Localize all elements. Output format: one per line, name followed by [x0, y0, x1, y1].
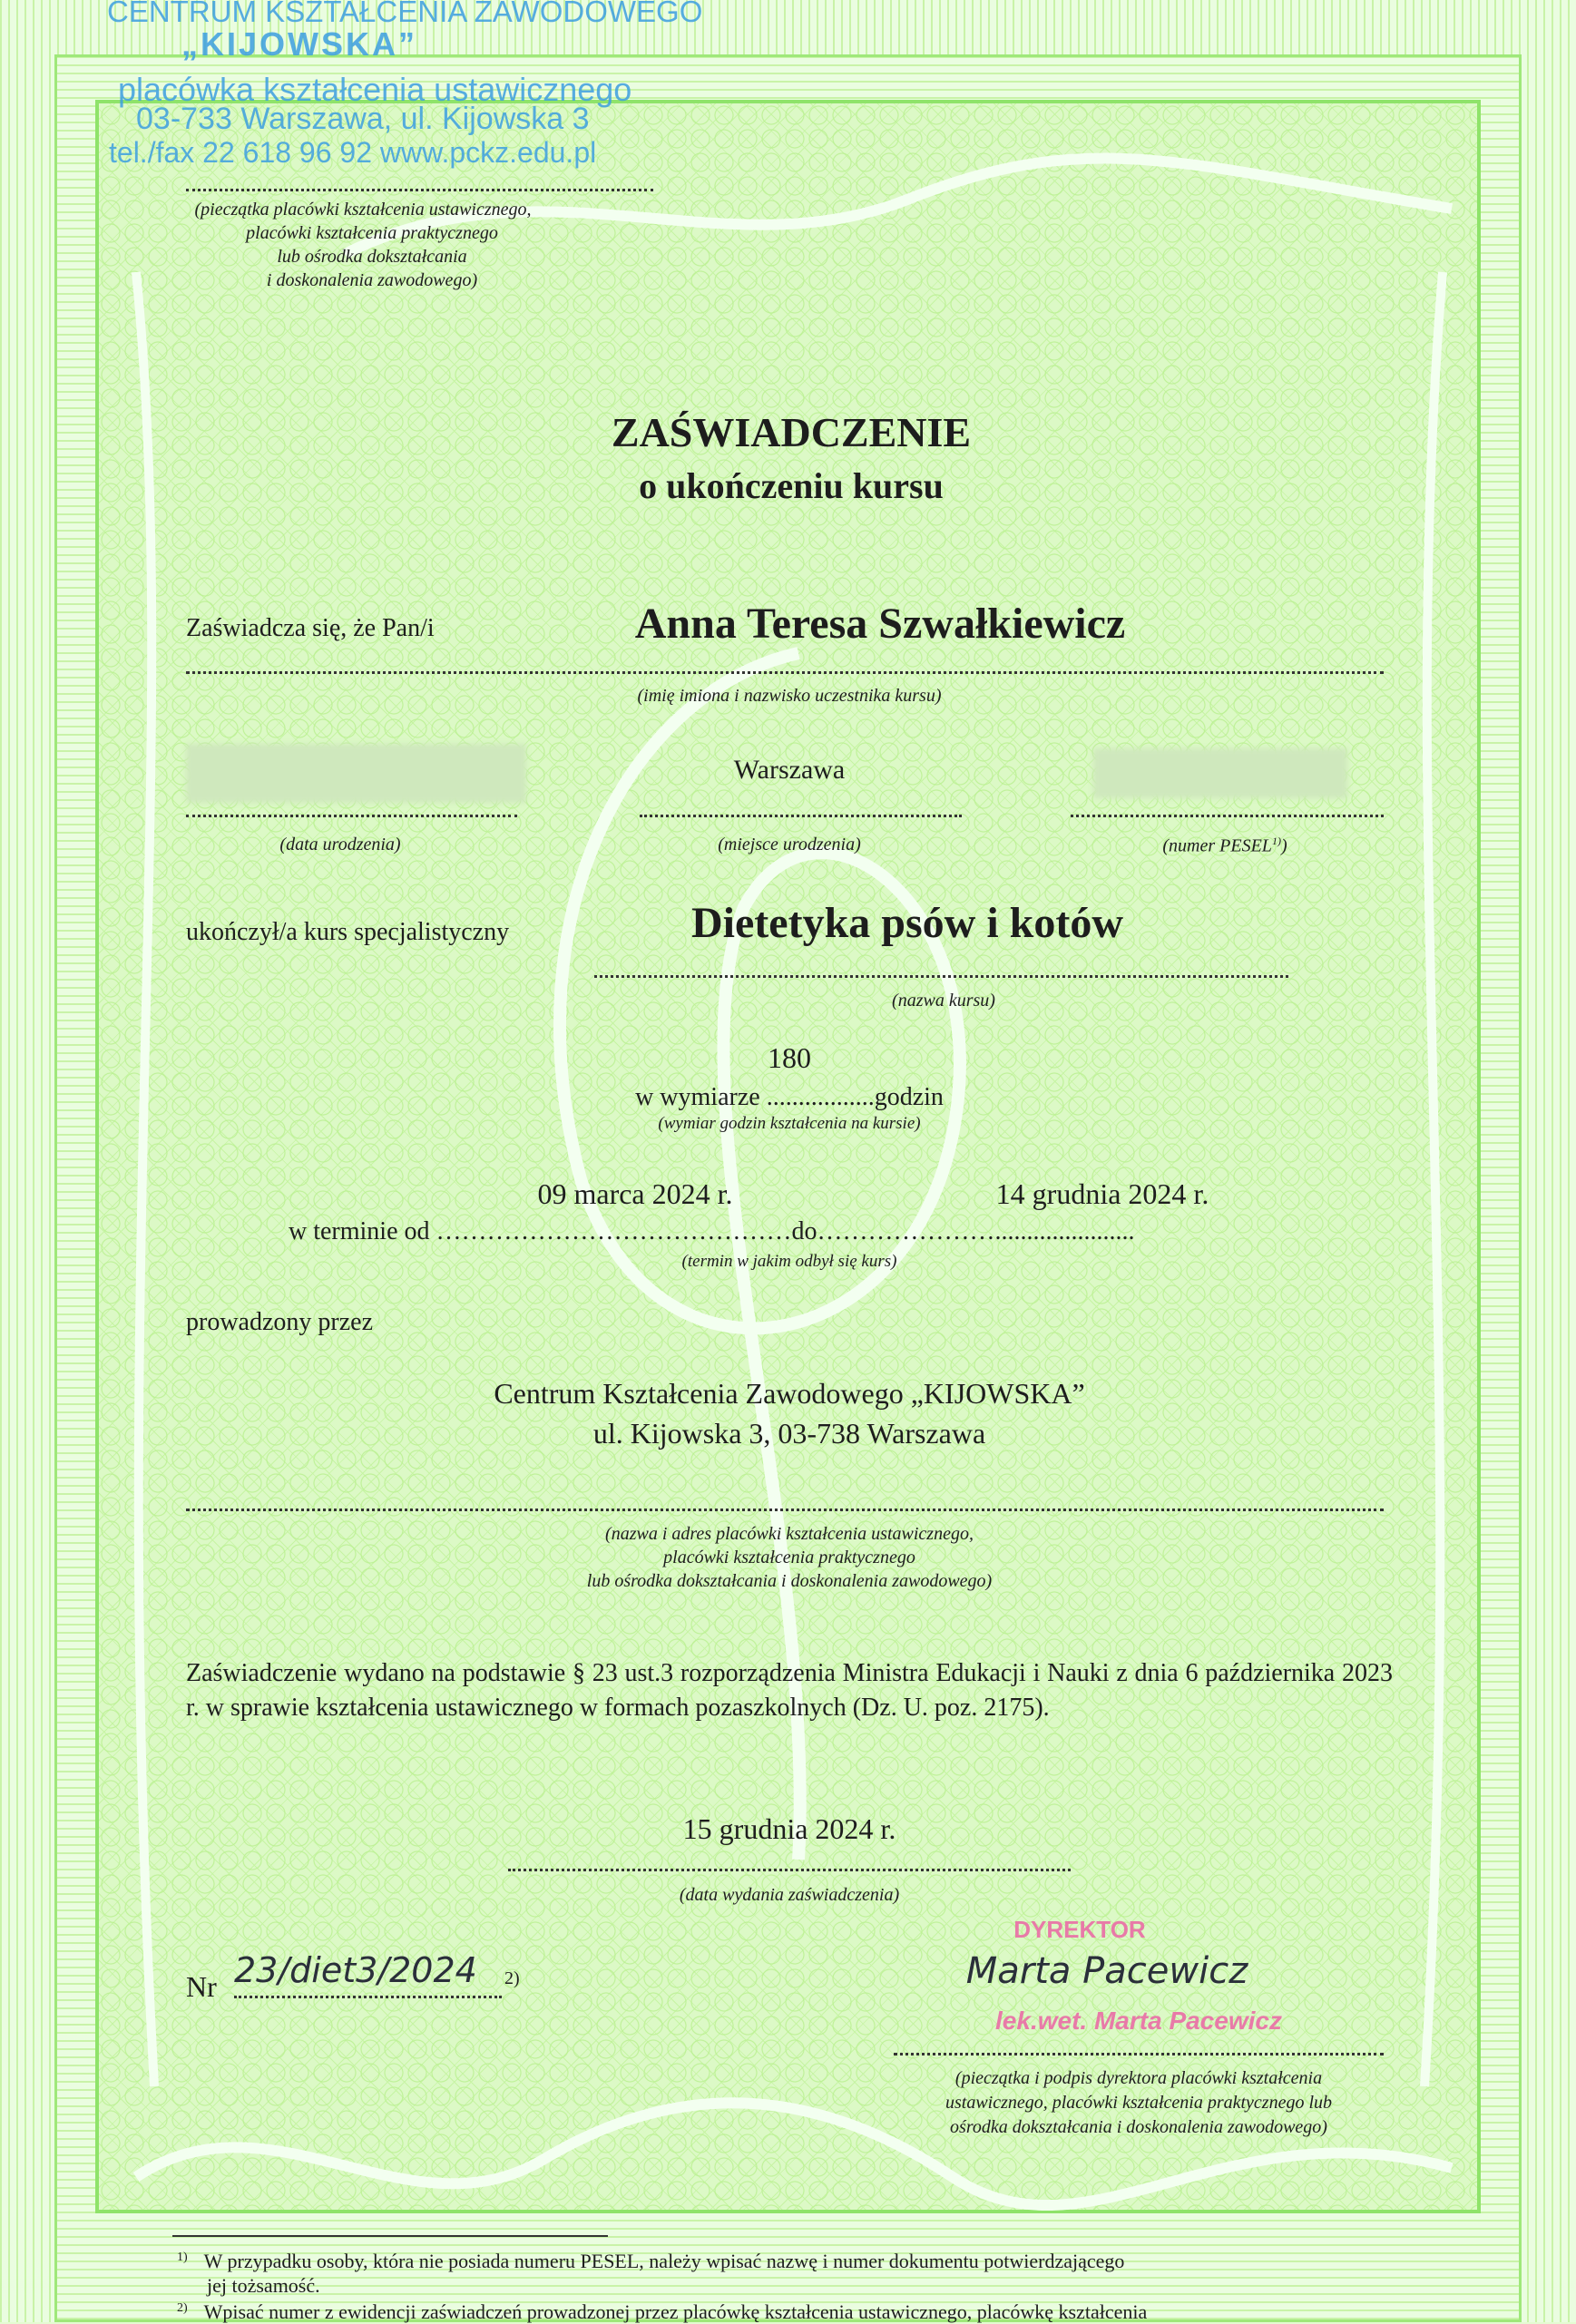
provider-name: Centrum Kształcenia Zawodowego „KIJOWSKA”: [494, 1377, 1085, 1410]
birth-place-dotted-line: [640, 815, 962, 817]
stamp-line-2: „KIJOWSKA”: [181, 25, 418, 63]
provider-dotted-line: [186, 1509, 1384, 1511]
course-label: ukończył/a kurs specjalistyczny: [186, 918, 510, 946]
term-to-date: 14 grudnia 2024 r.: [995, 1177, 1209, 1210]
provider-address: ul. Kijowska 3, 03-738 Warszawa: [592, 1417, 986, 1450]
course-dotted-line: [594, 975, 1288, 978]
stamp-line-4: 03-733 Warszawa, ul. Kijowska 3: [136, 102, 590, 136]
birth-date-dotted-line: [186, 815, 517, 817]
issue-date-caption: (data wydania zaświadczenia): [679, 1885, 900, 1905]
stamp-line-3: placówka kształcenia ustawicznego: [118, 71, 632, 108]
issue-date: 15 grudnia 2024 r.: [682, 1812, 896, 1845]
number-footnote-mark: 2): [504, 1968, 520, 1988]
stamp-caption: lub ośrodka dokształcania: [277, 247, 467, 267]
footnote-1: $^{1)}$ W przypadku osoby, która nie posiada numeru PESEL, należy wpisać nazwę i numer dokumentu potwierdzającego: [177, 2250, 1125, 2272]
participant-label: Zaświadcza się, że Pan/i: [186, 614, 435, 642]
document-subtitle: o ukończeniu kursu: [639, 465, 944, 506]
pesel-caption: (numer PESEL$^{1)}$): [1162, 835, 1287, 856]
legal-basis-text: Zaświadczenie wydano na podstawie § 23 ust.3 rozporządzenia Ministra Edukacji i Nauki z dnia 6 października 2023 r. w sprawie kształcenia ustawicznego w formach pozaszkolnych (Dz. U. poz. 2175).: [186, 1659, 1393, 1722]
redacted-birth-date: [186, 744, 526, 803]
stamp-caption: (pieczątka placówki kształcenia ustawicznego,: [194, 200, 532, 220]
director-signature: Marta Pacewicz: [965, 1950, 1248, 1992]
certificate-number-handwritten: 23/diet3/2024: [234, 1950, 477, 1990]
hours-label: w wymiarze .................godzin: [635, 1083, 944, 1111]
redacted-pesel: [1093, 748, 1347, 798]
footnote-1-continuation: jej tożsamość.: [207, 2274, 320, 2297]
birth-place-caption: (miejsce urodzenia): [718, 835, 861, 854]
birth-date-caption: (data urodzenia): [279, 835, 401, 854]
stamp-caption: i doskonalenia zawodowego): [266, 270, 478, 290]
director-stamp-name: lek.wet. Marta Pacewicz: [995, 2007, 1282, 2035]
pesel-dotted-line: [1071, 815, 1384, 817]
hours-value: 180: [768, 1041, 811, 1074]
director-dotted-line: [894, 2053, 1384, 2055]
provider-caption: placówki kształcenia praktycznego: [663, 1548, 915, 1567]
course-caption: (nazwa kursu): [892, 991, 995, 1011]
stamp-line-1: CENTRUM KSZTAŁCENIA ZAWODOWEGO: [107, 0, 703, 28]
stamp-dotted-line: [186, 189, 653, 191]
participant-caption: (imię imiona i nazwisko uczestnika kursu): [637, 686, 942, 706]
number-label: Nr: [186, 1970, 217, 2003]
document-title: ZAŚWIADCZENIE: [611, 409, 972, 455]
participant-name: Anna Teresa Szwałkiewicz: [634, 600, 1126, 648]
term-caption: (termin w jakim odbył się kurs): [681, 1252, 897, 1271]
participant-dotted-line: [186, 671, 1384, 674]
birth-place: Warszawa: [733, 755, 846, 785]
footnote-separator: [172, 2235, 608, 2237]
course-name: Dietetyka psów i kotów: [691, 899, 1123, 947]
hours-caption: (wymiar godzin kształcenia na kursie): [658, 1114, 921, 1133]
number-dotted-line: [234, 1996, 502, 1998]
term-from-date: 09 marca 2024 r.: [537, 1177, 733, 1210]
stamp-caption: placówki kształcenia praktycznego: [246, 223, 498, 243]
director-caption: (pieczątka i podpis dyrektora placówki kształcenia: [954, 2068, 1323, 2088]
provider-caption: (nazwa i adres placówki kształcenia ustawicznego,: [605, 1524, 974, 1544]
footnote-2: $^{2)}$ Wpisać numer z ewidencji zaświadczeń prowadzonej przez placówkę kształcenia ustawicznego, placówkę kształcenia: [177, 2300, 1148, 2323]
issue-date-dotted-line: [508, 1869, 1071, 1871]
director-stamp-title: DYREKTOR: [1013, 1916, 1146, 1943]
provider-label: prowadzony przez: [186, 1308, 374, 1336]
provider-caption: lub ośrodka dokształcania i doskonalenia zawodowego): [586, 1571, 993, 1591]
director-caption: ośrodka dokształcania i doskonalenia zawodowego): [950, 2117, 1327, 2137]
director-caption: ustawicznego, placówki kształcenia praktycznego lub: [945, 2093, 1333, 2113]
term-label: w terminie od ……………………………………do…………………......................: [289, 1217, 1135, 1245]
stamp-line-5: tel./fax 22 618 96 92 www.pckz.edu.pl: [109, 136, 597, 169]
